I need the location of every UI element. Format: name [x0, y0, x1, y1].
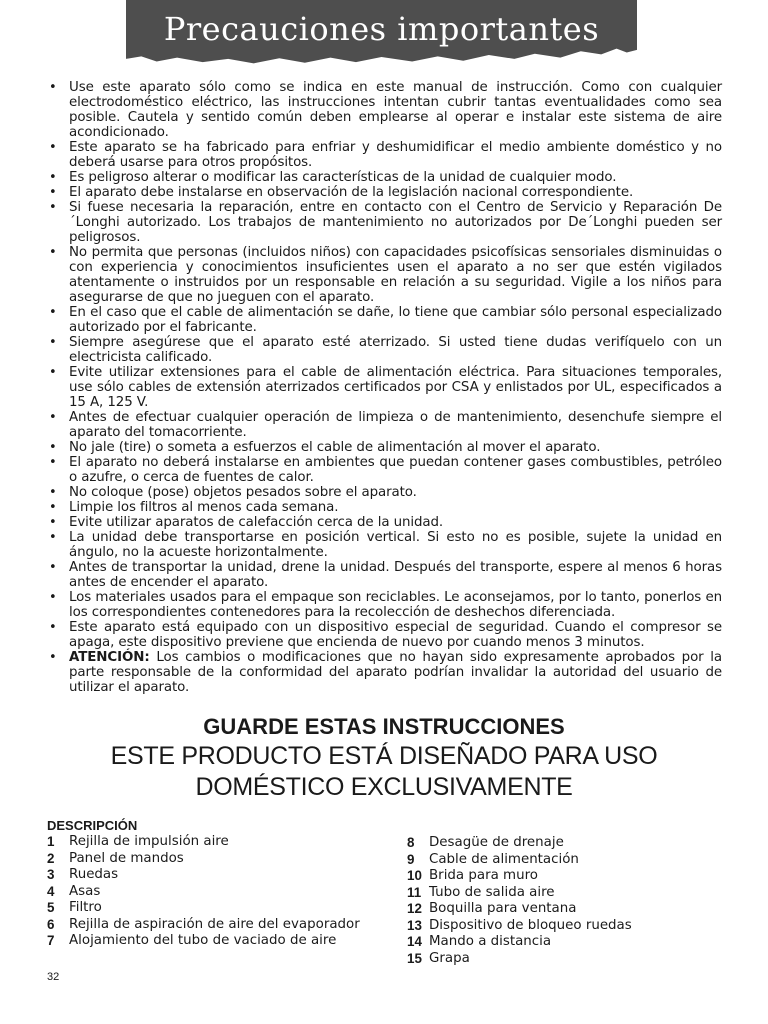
part-label: Tubo de salida aire: [429, 884, 555, 900]
list-item: • Antes de efectuar cualquier operación de limpieza o de mantenimiento, desenchufe siempre el aparato del tomacorriente.: [47, 410, 722, 440]
list-item: • Evite utilizar aparatos de calefacción cerca de la unidad.: [47, 515, 722, 530]
part-number: 5: [47, 900, 55, 915]
part-label: Rejilla de aspiración de aire del evaporador: [69, 916, 360, 932]
list-item: • Use este aparato sólo como se indica en este manual de instrucción. Como con cualquier electrodoméstico eléctrico, las instrucciones intentan cubrir tantas eventualidades como sea posible. Cautela y sentido común deben emplearse al operar e instalar este sistema de aire acondicionado.: [47, 80, 722, 140]
part-label: Asas: [69, 883, 101, 899]
list-item: • La unidad debe transportarse en posición vertical. Si esto no es posible, sujete la unidad en ángulo, no la acueste horizontalmente.: [47, 530, 722, 560]
list-item: • En el caso que el cable de alimentación se dañe, lo tiene que cambiar sólo personal especializado autorizado por el fabricante.: [47, 305, 722, 335]
part-label: Mando a distancia: [429, 934, 552, 949]
part-label: Boquilla para ventana: [429, 901, 577, 916]
list-item: [407, 918, 727, 935]
list-item: • El aparato no deberá instalarse en ambientes que puedan contener gases combustibles, petróleo o azufre, o cerca de fuentes de calor.: [47, 455, 722, 485]
list-item: [407, 934, 727, 951]
page-title: Precauciones importantes: [163, 10, 600, 48]
list-item: [47, 917, 367, 934]
list-item: • Este aparato se ha fabricado para enfriar y deshumidificar el medio ambiente doméstico y no deberá usarse para otros propósitos.: [47, 140, 722, 170]
domestic-use-heading: ESTE PRODUCTO ESTÁ DISEÑADO PARA USO DOMÉSTICO EXCLUSIVAMENTE: [110, 742, 658, 801]
description-title: DESCRIPCIÓN: [47, 818, 138, 833]
part-number: 8: [407, 835, 415, 850]
part-number: 3: [47, 867, 55, 882]
part-label: Grapa: [429, 950, 470, 966]
parts-list-left: [47, 834, 367, 950]
precautions-list: [47, 80, 722, 695]
list-item: [407, 835, 727, 852]
part-number: 1: [47, 834, 55, 849]
part-number: 13: [407, 917, 422, 933]
list-item: • Este aparato está equipado con un dispositivo especial de seguridad. Cuando el compresor se apaga, este dispositivo previene que encienda de nuevo por cuando menos 3 minutos.: [47, 620, 722, 650]
list-item: • Es peligroso alterar o modificar las características de la unidad de cualquier modo.: [47, 170, 722, 185]
list-item: • No jale (tire) o someta a esfuerzos el cable de alimentación al mover el aparato.: [47, 440, 722, 455]
part-number: 15: [407, 950, 422, 966]
part-label: Panel de mandos: [69, 850, 184, 866]
part-label: Rejilla de impulsión aire: [69, 834, 229, 849]
part-number: 14: [407, 934, 422, 949]
list-item: • Los materiales usados para el empaque son reciclables. Le aconsejamos, por lo tanto, ponerlos en los correspondientes contenedores para la recolección de deshechos diferenciada.: [47, 590, 722, 620]
list-item: [47, 851, 367, 868]
save-instructions-heading: GUARDE ESTAS INSTRUCCIONES: [203, 714, 565, 739]
list-item: [47, 933, 367, 950]
attention-text: Los cambios o modificaciones que no hayan sido expresamente aprobados por la parte responsable de la conformidad del aparato podrían invalidar la autoridad del usuario de utilizar el aparato.: [69, 650, 722, 695]
list-item: [47, 884, 367, 901]
list-item: • Limpie los filtros al menos cada semana.: [47, 500, 722, 515]
list-item: • El aparato debe instalarse en observación de la legislación nacional correspondiente.: [47, 185, 722, 200]
list-item: [47, 834, 367, 851]
list-item: [407, 852, 727, 869]
list-item: • Si fuese necesaria la reparación, entre en contacto con el Centro de Servicio y Reparación De´Longhi autorizado. Los trabajos de mantenimiento no autorizados por De´Longhi pueden ser peligrosos.: [47, 200, 722, 245]
part-number: 9: [407, 851, 415, 867]
list-item: [407, 885, 727, 902]
list-item: • Antes de transportar la unidad, drene la unidad. Después del transporte, espere al menos 6 horas antes de encender el aparato.: [47, 560, 722, 590]
attention-label: ATENCIÓN:: [69, 650, 150, 665]
page-number: 32: [47, 971, 60, 983]
list-item: • Siempre asegúrese que el aparato esté aterrizado. Si usted tiene dudas verifíquelo con un electricista calificado.: [47, 335, 722, 365]
list-item: [407, 868, 727, 885]
part-label: Brida para muro: [429, 868, 538, 883]
part-label: Alojamiento del tubo de vaciado de aire: [69, 933, 337, 948]
part-label: Filtro: [69, 900, 102, 915]
part-number: 4: [47, 883, 55, 899]
part-number: 10: [407, 868, 422, 883]
part-number: 6: [47, 916, 55, 932]
part-label: Desagüe de drenaje: [429, 835, 564, 850]
list-item: [407, 951, 727, 968]
list-item: • No coloque (pose) objetos pesados sobre el aparato.: [47, 485, 722, 500]
parts-list-right: [407, 835, 727, 967]
attention-item: [47, 650, 722, 695]
list-item: [47, 900, 367, 917]
part-label: Ruedas: [69, 867, 119, 882]
part-number: 11: [407, 884, 422, 900]
list-item: • Evite utilizar extensiones para el cable de alimentación eléctrica. Para situaciones temporales, use sólo cables de extensión aterrizados certificados por CSA y enlistados por UL, especificados a 15 A, 125 V.: [47, 365, 722, 410]
part-number: 7: [47, 933, 55, 948]
list-item: [47, 867, 367, 884]
part-number: 2: [47, 850, 55, 866]
part-label: Cable de alimentación: [429, 851, 579, 867]
list-item: • No permita que personas (incluidos niños) con capacidades psicofísicas sensoriales disminuidas o con experiencia y conocimientos insuficientes usen el aparato a no ser que estén vigilados atentamente o instruidos por un responsable en relación a su seguridad. Vigile a los niños para asegurarse de que no jueguen con el aparato.: [47, 245, 722, 305]
part-number: 12: [407, 901, 422, 916]
list-item: [407, 901, 727, 918]
part-label: Dispositivo de bloqueo ruedas: [429, 917, 632, 933]
